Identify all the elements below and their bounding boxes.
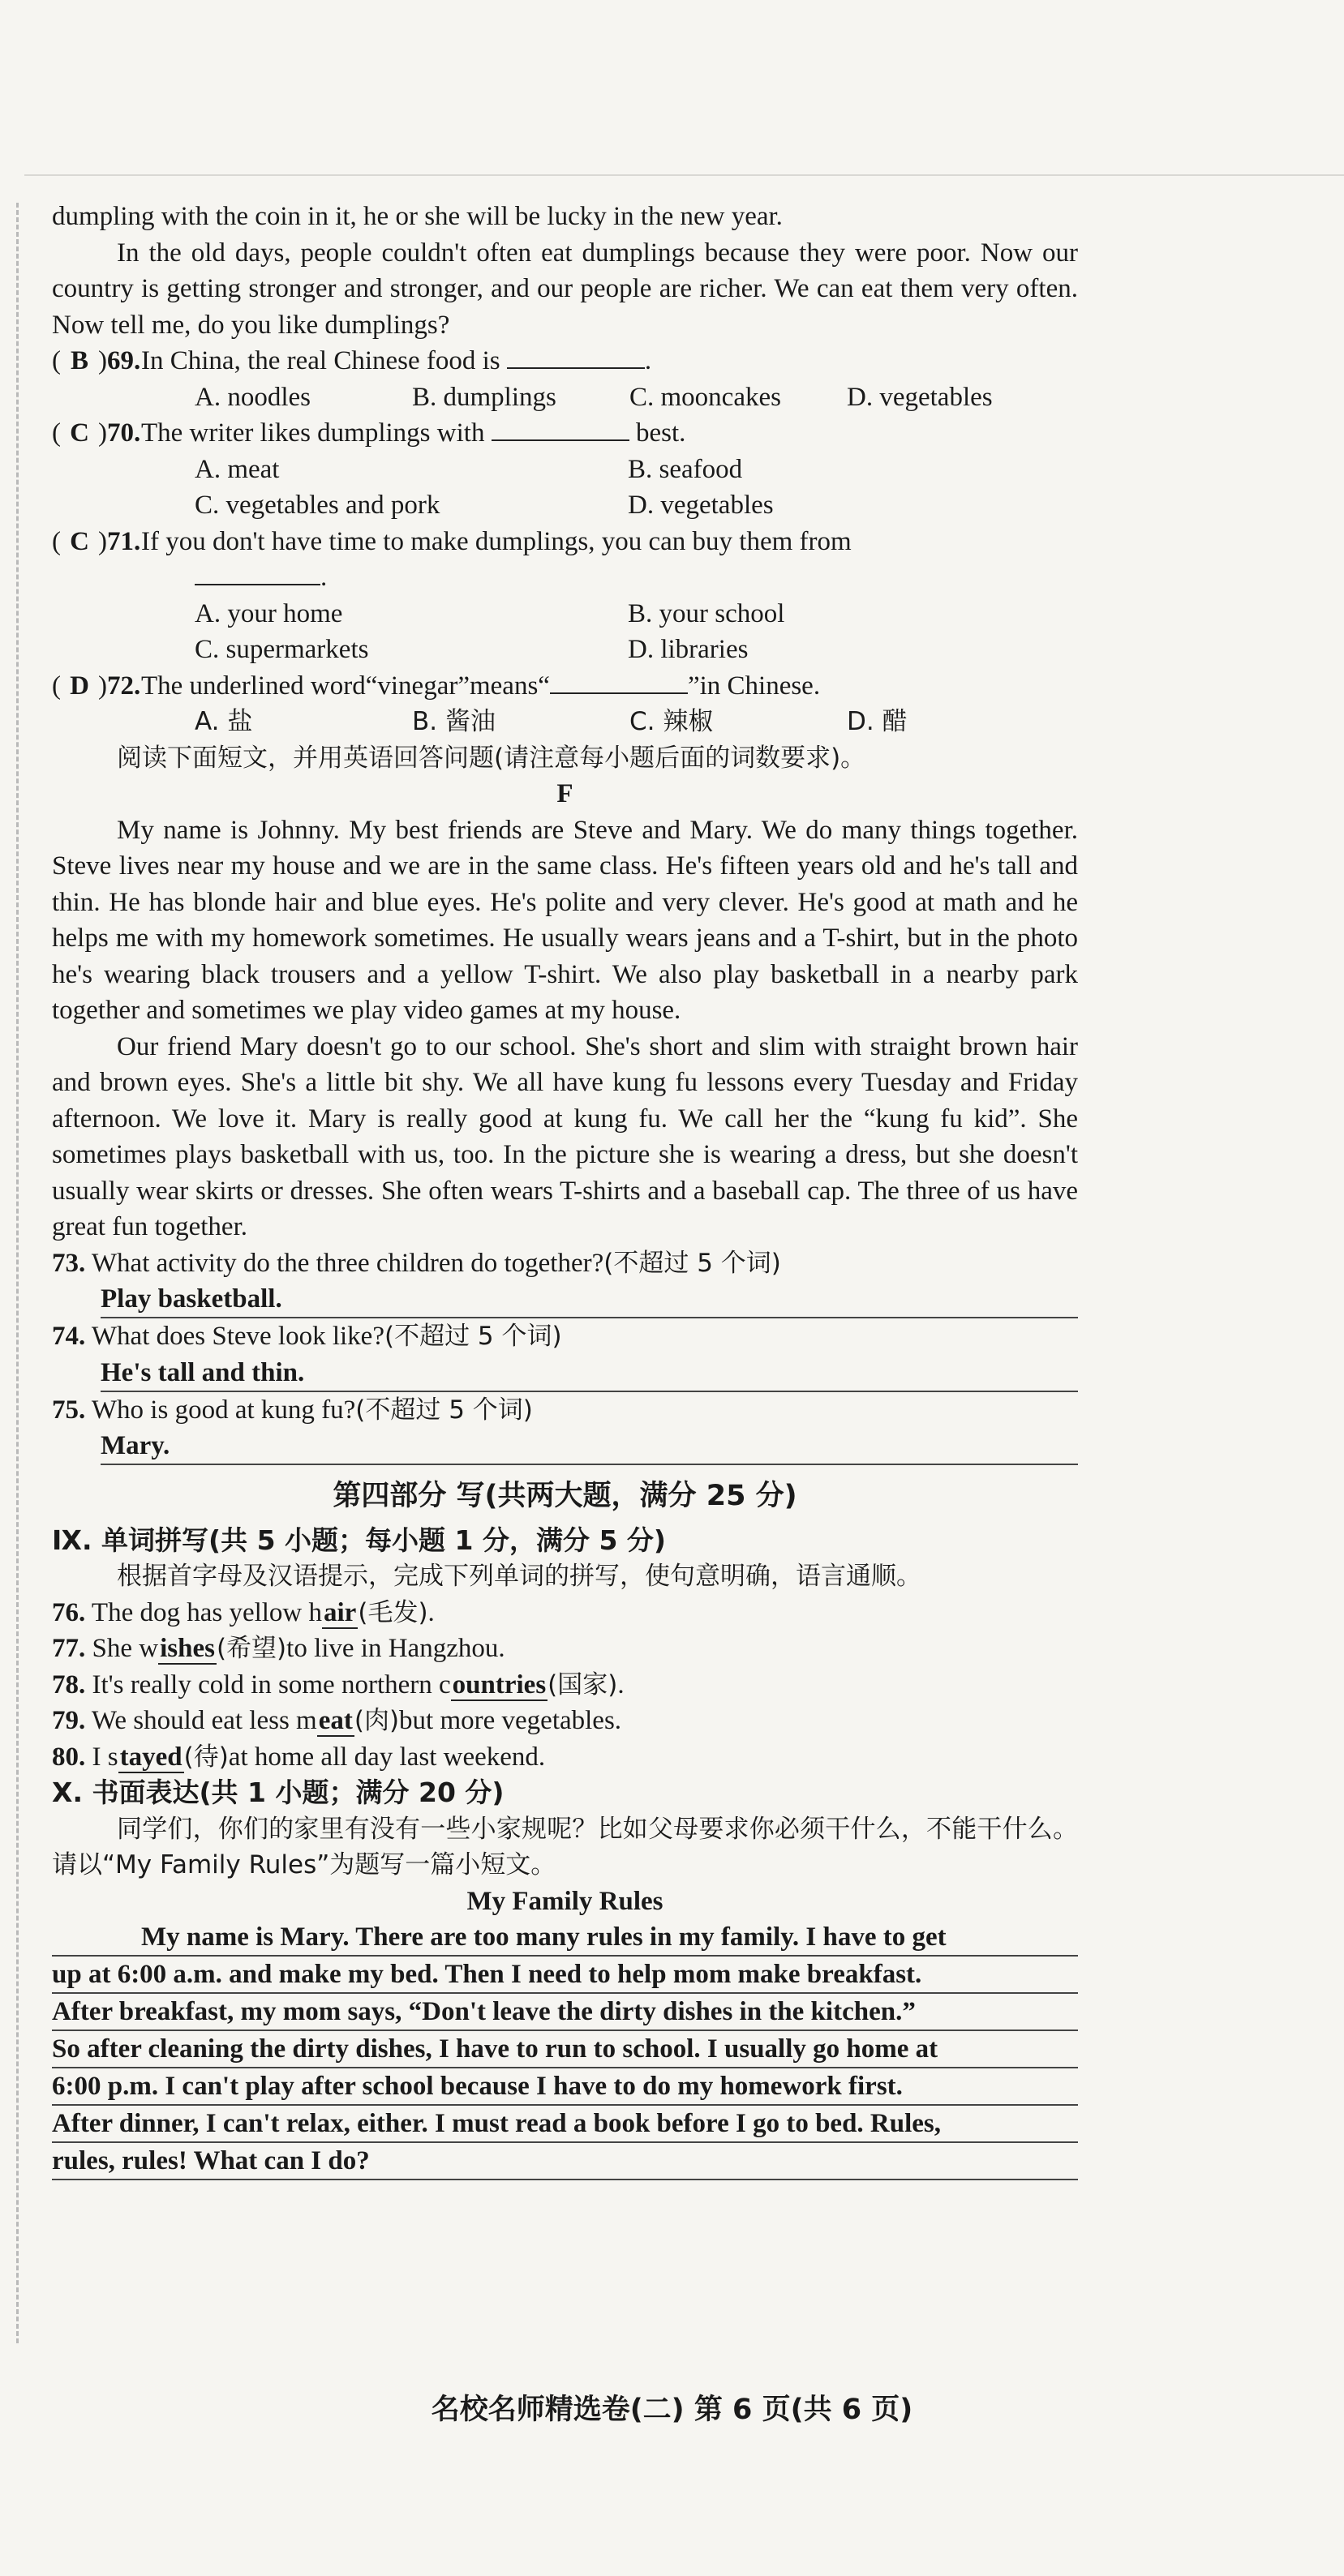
answer-blank	[507, 343, 645, 369]
essay-line: up at 6:00 a.m. and make my bed. Then I need to help mom make breakfast.	[52, 1957, 1078, 1994]
option: A. noodles	[195, 382, 311, 412]
question-text: Who is good at kung fu?	[91, 1395, 356, 1425]
essay-line: After dinner, I can't relax, either. I must read a book before I go to bed. Rules,	[52, 2106, 1078, 2143]
word-limit: (不超过 5 个词)	[603, 1248, 781, 1278]
question-text: What does Steve look like?	[91, 1322, 384, 1351]
hint: (待)	[183, 1742, 229, 1772]
reading-f-para2: Our friend Mary doesn't go to our school. She's short and slim with straight brown hair and brown eyes. She's a little bit shy. We all have kung fu lessons every Tuesday and Friday afternoon. We love it. Mary is really good at kung fu. We call her the “kung fu kid”. She sometimes plays basketball with us, too. In the picture she is wearing a dress, but she doesn't usually wear skirts or dresses. She often wears T-shirts and a baseball cap. The three of us have great fun together.	[52, 1031, 1078, 1241]
answer-70: C	[70, 418, 89, 448]
option: B. dumplings	[412, 382, 556, 412]
reading-f-title: F	[556, 779, 573, 808]
response-75: Mary.	[101, 1428, 1078, 1465]
spelling-item-79: 79. We should eat less meat(肉)but more vegetables.	[52, 1706, 622, 1735]
option: A. 盐	[195, 707, 253, 736]
filled-word: eat	[318, 1706, 353, 1735]
essay-line: My name is Mary. There are too many rules in my family. I have to get	[52, 1919, 1078, 1957]
question-text: In China, the real Chinese food is	[141, 346, 500, 375]
section9-heading: Ⅸ. 单词拼写(共 5 小题；每小题 1 分，满分 5 分)	[52, 1524, 666, 1556]
option: B. seafood	[628, 454, 743, 484]
page-footer: 名校名师精选卷(二) 第 6 页(共 6 页)	[431, 2394, 913, 2426]
option: D. 醋	[847, 707, 908, 736]
question-72: ( D )72. The underlined word“vinegar”means“ ”in Chinese. A. 盐 B. 酱油 C. 辣椒 D. 醋	[52, 668, 1078, 740]
option: B. your school	[628, 598, 785, 628]
option: A. your home	[195, 598, 343, 628]
option: B. 酱油	[412, 707, 496, 736]
essay-title: My Family Rules	[466, 1886, 663, 1916]
question-71: ( C )71. If you don't have time to make dumplings, you can buy them from . A. your home B. your school C. supermarkets D. libraries	[52, 524, 1078, 668]
filled-word: tayed	[119, 1742, 182, 1772]
options-70-row2	[195, 487, 1078, 524]
binding-margin-dashes	[16, 203, 19, 2343]
option: A. meat	[195, 454, 280, 484]
answer-blank	[492, 415, 629, 441]
essay-line: So after cleaning the dirty dishes, I have to run to school. I usually go home at	[52, 2031, 1078, 2068]
option: C. supermarkets	[195, 635, 369, 664]
filled-word: ishes	[160, 1634, 215, 1663]
essay-line: 6:00 p.m. I can't play after school because I have to do my homework first.	[52, 2068, 1078, 2106]
spelling-item-77: 77. She wishes(希望)to live in Hangzhou.	[52, 1634, 505, 1663]
reading-e-para-end: dumpling with the coin in it, he or she will be lucky in the new year.	[52, 202, 783, 231]
answer-71: C	[70, 526, 89, 556]
options-71-row1	[195, 596, 1078, 632]
word-limit: (不超过 5 个词)	[384, 1322, 562, 1351]
question-75: 75. Who is good at kung fu?(不超过 5 个词) Mary.	[52, 1392, 1078, 1466]
hint: (国家)	[547, 1669, 618, 1699]
reading-f-instruction: 阅读下面短文，并用英语回答问题(请注意每小题后面的词数要求)。	[117, 743, 866, 773]
reading-f-para1: My name is Johnny. My best friends are Steve and Mary. We do many things together. Steve lives near my house and we are in the same class. He's fifteen years old and he's tall and thin. He has blonde hair and blue eyes. He's polite and very clever. He's good at math and he helps me with my homework sometimes. He usually wears jeans and a T-shirt, but in the photo he's wearing black trousers and a yellow T-shirt. We also play basketball in a nearby park together and sometimes we play video games at my house.	[52, 815, 1078, 1025]
option: C. mooncakes	[629, 382, 781, 412]
question-73: 73. What activity do the three children do together?(不超过 5 个词) Play basketball.	[52, 1245, 1078, 1319]
hint: (希望)	[216, 1634, 287, 1663]
question-74: 74. What does Steve look like?(不超过 5 个词) He's tall and thin.	[52, 1318, 1078, 1392]
hint: (肉)	[354, 1706, 400, 1735]
question-70: ( C )70. The writer likes dumplings with best. A. meat B. seafood C. vegetables and pork D. vegetables	[52, 415, 1078, 524]
word-limit: (不超过 5 个词)	[355, 1395, 533, 1425]
essay-line: After breakfast, my mom says, “Don't leave the dirty dishes in the kitchen.”	[52, 1994, 1078, 2031]
option: D. vegetables	[628, 491, 774, 520]
filled-word: air	[324, 1597, 357, 1627]
options-69	[195, 379, 1078, 416]
filled-word: ountries	[452, 1669, 547, 1699]
response-74: He's tall and thin.	[101, 1355, 1078, 1392]
question-text: What activity do the three children do together?	[91, 1248, 604, 1278]
reading-e-para2: In the old days, people couldn't often eat dumplings because they were poor. Now our country is getting stronger and stronger, and our people are richer. We can eat them very often. Now tell me, do you like dumplings?	[52, 238, 1078, 340]
question-text: If you don't have time to make dumplings, you can buy them from	[141, 526, 852, 556]
spelling-item-76: 76. The dog has yellow hair(毛发).	[52, 1597, 435, 1627]
spelling-item-78: 78. It's really cold in some northern countries(国家).	[52, 1669, 625, 1699]
option: C. 辣椒	[629, 707, 714, 736]
option: C. vegetables and pork	[195, 491, 440, 520]
hint: (毛发)	[358, 1597, 428, 1627]
response-73: Play basketball.	[101, 1281, 1078, 1318]
options-72	[195, 704, 1078, 740]
question-text: The underlined word“vinegar”means“	[141, 671, 550, 701]
section10-prompt: 同学们，你们的家里有没有一些小家规呢？比如父母要求你必须干什么，不能干什么。请以“My Family Rules”为题写一篇小短文。	[52, 1814, 1078, 1879]
answer-blank	[195, 559, 320, 585]
options-70-row1	[195, 452, 1078, 488]
answer-69: B	[70, 346, 88, 375]
essay-body	[52, 1919, 1078, 2180]
section10-heading: Ⅹ. 书面表达(共 1 小题；满分 20 分)	[52, 1777, 505, 1808]
options-71-row2	[195, 632, 1078, 668]
part4-title: 第四部分 写(共两大题，满分 25 分)	[333, 1480, 797, 1512]
essay-line: rules, rules! What can I do?	[52, 2143, 1078, 2180]
question-69: ( B )69. In China, the real Chinese food is . A. noodles B. dumplings C. mooncakes D. vegetables	[52, 343, 1078, 415]
question-text: The writer likes dumplings with	[141, 418, 485, 448]
spelling-item-80: 80. I stayed(待)at home all day last weekend.	[52, 1742, 546, 1772]
exam-page	[52, 199, 1078, 2180]
option: D. libraries	[628, 635, 749, 664]
section9-instruction: 根据首字母及汉语提示，完成下列单词的拼写，使句意明确，语言通顺。	[117, 1562, 921, 1591]
option: D. vegetables	[847, 382, 993, 412]
answer-blank	[550, 668, 688, 694]
top-rule	[24, 174, 1344, 176]
answer-72: D	[70, 671, 89, 701]
